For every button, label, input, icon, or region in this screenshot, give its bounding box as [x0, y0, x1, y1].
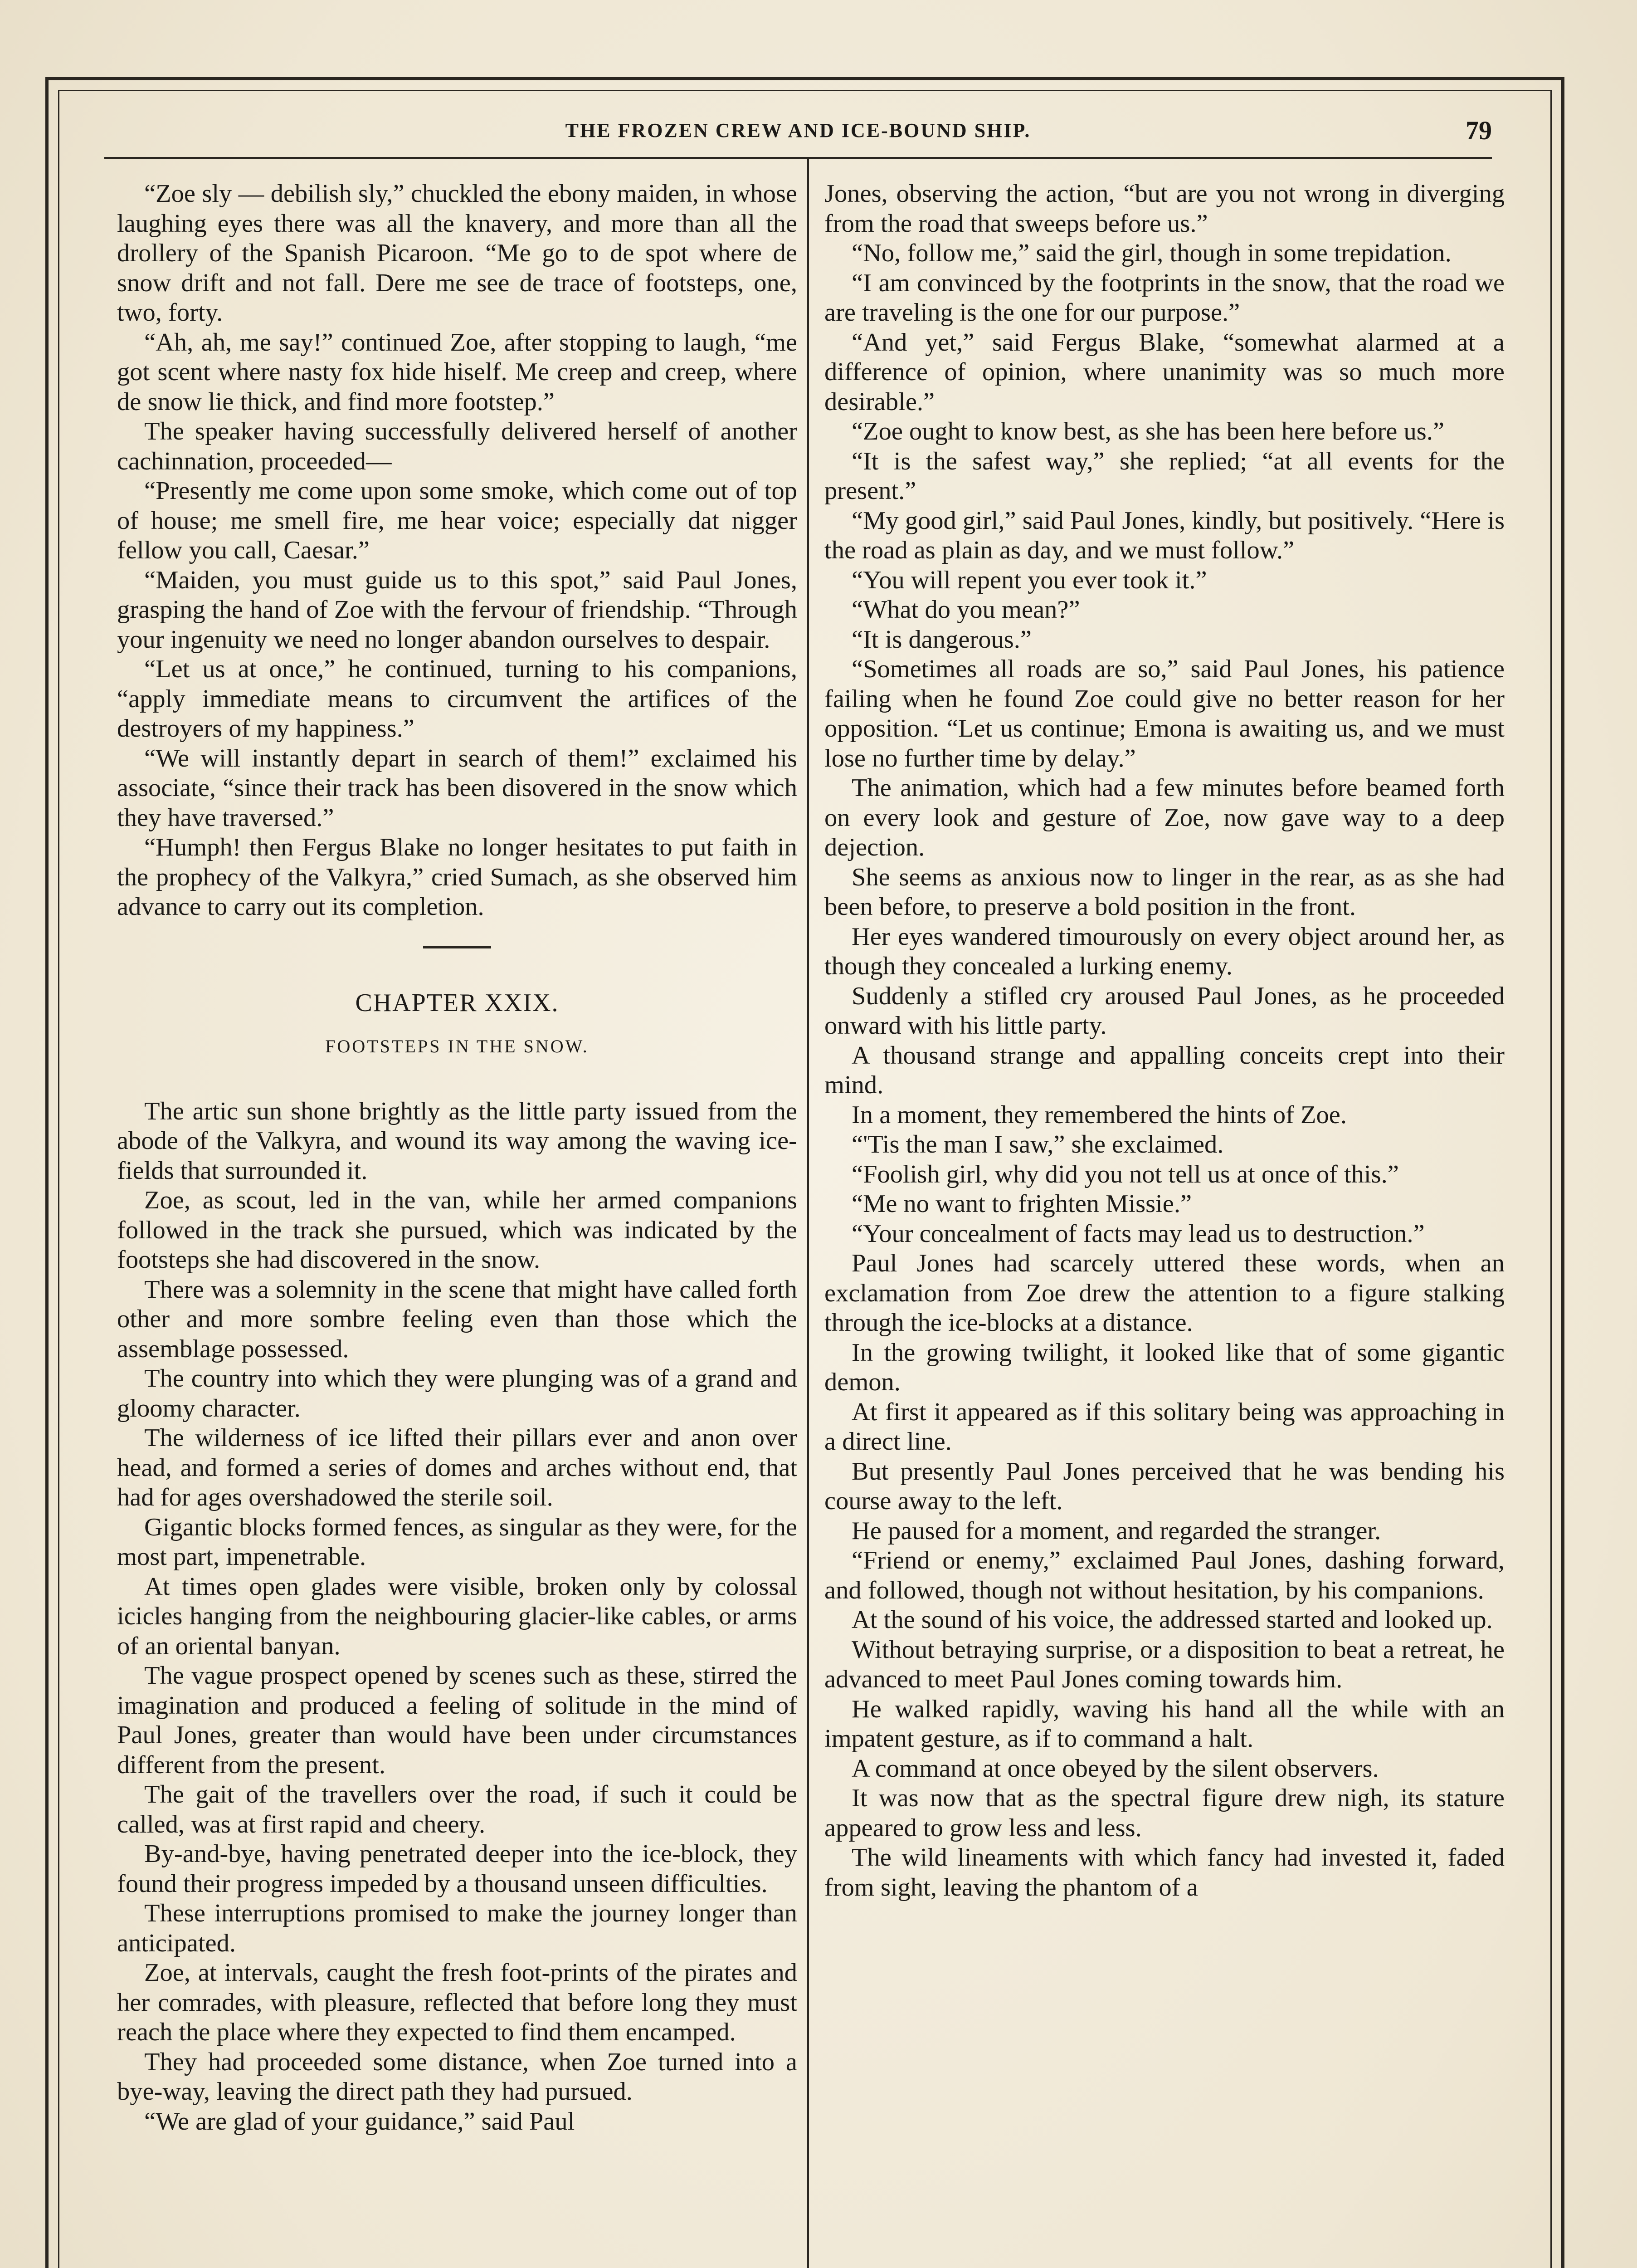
- paragraph: “And yet,” said Fergus Blake, “somewhat alarmed at a difference of opinion, where unanimity was so much more desirable.”: [824, 328, 1505, 416]
- paragraph: “Ah, ah, me say!” continued Zoe, after stopping to laugh, “me got scent where nasty fox hide hiself. Me creep and creep, where de snow lie thick, and find more footstep.”: [117, 328, 797, 416]
- paragraph: Suddenly a stifled cry aroused Paul Jones, as he proceeded onward with his little party.: [824, 982, 1505, 1040]
- paragraph: “Sometimes all roads are so,” said Paul Jones, his patience failing when he found Zoe could give no better reason for her opposition. “Let us continue; Emona is awaiting us, and we must lose no further time by delay.”: [824, 655, 1505, 772]
- paragraph: They had proceeded some distance, when Zoe turned into a bye-way, leaving the direct path they had pursued.: [117, 2048, 797, 2106]
- paragraph: “Let us at once,” he continued, turning to his companions, “apply immediate means to circumvent the artifices of the destroyers of my happiness.”: [117, 655, 797, 743]
- paragraph: In a moment, they remembered the hints of Zoe.: [852, 1100, 1347, 1129]
- paragraph: “You will repent you ever took it.”: [852, 566, 1207, 594]
- paragraph: “Friend or enemy,” exclaimed Paul Jones, dashing forward, and followed, though not without hesitation, by his companions.: [824, 1546, 1505, 1604]
- paragraph: “What do you mean?”: [852, 596, 1080, 624]
- chapter-separator-rule: [423, 946, 491, 948]
- paragraph: But presently Paul Jones perceived that he was bending his course away to the left.: [824, 1457, 1505, 1515]
- paragraph: These interruptions promised to make the journey longer than anticipated.: [117, 1899, 797, 1957]
- paragraph: There was a solemnity in the scene that might have called forth other and more sombre feeling even than those which the assemblage possessed.: [117, 1275, 797, 1363]
- paragraph: “Foolish girl, why did you not tell us at once of this.”: [852, 1160, 1399, 1188]
- paragraph: Zoe, as scout, led in the van, while her armed companions followed in the track she pursued, which was indicated by the footsteps she had discovered in the snow.: [117, 1186, 797, 1274]
- running-header: [104, 116, 1492, 155]
- paragraph: Gigantic blocks formed fences, as singular as they were, for the most part, impenetrable.: [117, 1513, 797, 1571]
- chapter-heading: CHAPTER XXIX.: [355, 988, 559, 1017]
- chapter-subheading: FOOTSTEPS IN THE SNOW.: [325, 1036, 589, 1056]
- paragraph: The country into which they were plunging was of a grand and gloomy character.: [117, 1364, 797, 1422]
- paragraph: In the growing twilight, it looked like that of some gigantic demon.: [824, 1338, 1505, 1396]
- paragraph: “We are glad of your guidance,” said Paul: [144, 2107, 575, 2136]
- left-paragraphs-before: [117, 179, 797, 922]
- paragraph: Her eyes wandered timourously on every object around her, as though they concealed a lurking enemy.: [824, 922, 1505, 980]
- left-column: [117, 179, 797, 2136]
- paragraph: Without betraying surprise, or a disposition to beat a retreat, he advanced to meet Paul Jones coming towards him.: [824, 1635, 1505, 1693]
- paragraph: A thousand strange and appalling conceits crept into their mind.: [824, 1041, 1505, 1099]
- header-rule: [104, 157, 1492, 159]
- paragraph: “Presently me come upon some smoke, which come out of top of house; me smell fire, me hear voice; especially dat nigger fellow you call, Caesar.”: [117, 477, 797, 564]
- paragraph: The speaker having successfully delivered herself of another cachinnation, proceeded—: [117, 417, 797, 475]
- paragraph: At first it appeared as if this solitary being was approaching in a direct line.: [824, 1398, 1505, 1456]
- left-paragraphs-after: [117, 1097, 797, 2137]
- paragraph: By-and-bye, having penetrated deeper into the ice-block, they found their progress impeded by a thousand unseen difficulties.: [117, 1840, 797, 1898]
- paragraph: “'Tis the man I saw,” she exclaimed.: [852, 1130, 1224, 1158]
- running-title: THE FROZEN CREW AND ICE-BOUND SHIP.: [565, 119, 1031, 142]
- paragraph: Jones, observing the action, “but are you not wrong in diverging from the road that sweeps before us.”: [824, 180, 1505, 238]
- paragraph: “Your concealment of facts may lead us to destruction.”: [852, 1219, 1425, 1248]
- paragraph: “Zoe sly — debilish sly,” chuckled the ebony maiden, in whose laughing eyes there was all the knavery, and more than all the drollery of the Spanish Picaroon. “Me go to de spot where de snow drift and not fall. Dere me see de trace of footsteps, one, two, forty.: [117, 180, 797, 327]
- paragraph: “We will instantly depart in search of them!” exclaimed his associate, “since their track has been disovered in the snow which they have traversed.”: [117, 744, 797, 832]
- paragraph: “It is the safest way,” she replied; “at all events for the present.”: [824, 447, 1505, 505]
- paragraph: He paused for a moment, and regarded the stranger.: [852, 1516, 1381, 1545]
- paragraph: Zoe, at intervals, caught the fresh foot-prints of the pirates and her comrades, with pleasure, reflected that before long they must reach the place where they expected to find them encamped.: [117, 1959, 797, 2046]
- page-number: 79: [1466, 116, 1492, 145]
- paragraph: At times open glades were visible, broken only by colossal icicles hanging from the neighbouring glacier-like cables, or arms of an oriental banyan.: [117, 1572, 797, 1660]
- paragraph: She seems as anxious now to linger in the rear, as as she had been before, to preserve a bold position in the front.: [824, 863, 1505, 921]
- paragraph: At the sound of his voice, the addressed started and looked up.: [852, 1606, 1493, 1634]
- paragraph: The wild lineaments with which fancy had invested it, faded from sight, leaving the phantom of a: [824, 1843, 1505, 1901]
- paragraph: “Maiden, you must guide us to this spot,” said Paul Jones, grasping the hand of Zoe with the fervour of friendship. “Through your ingenuity we need no longer abandon ourselves to despair.: [117, 566, 797, 654]
- paragraph: The animation, which had a few minutes before beamed forth on every look and gesture of Zoe, now gave way to a deep dejection.: [824, 774, 1505, 861]
- paragraph: A command at once obeyed by the silent observers.: [852, 1754, 1379, 1783]
- paragraph: Paul Jones had scarcely uttered these words, when an exclamation from Zoe drew the attention to a figure stalking through the ice-blocks at a distance.: [824, 1249, 1505, 1337]
- column-divider: [807, 159, 809, 2268]
- paragraph: He walked rapidly, waving his hand all the while with an impatent gesture, as if to command a halt.: [824, 1695, 1505, 1753]
- paragraph: “I am convinced by the footprints in the snow, that the road we are traveling is the one for our purpose.”: [824, 269, 1505, 327]
- paragraph: The gait of the travellers over the road, if such it could be called, was at first rapid and cheery.: [117, 1780, 797, 1838]
- right-column: [824, 179, 1505, 1902]
- paragraph: “Me no want to frighten Missie.”: [852, 1190, 1192, 1218]
- paragraph: The artic sun shone brightly as the little party issued from the abode of the Valkyra, and wound its way among the waving ice-fields that surrounded it.: [117, 1097, 797, 1185]
- paragraph: It was now that as the spectral figure drew nigh, its stature appeared to grow less and less.: [824, 1784, 1505, 1842]
- paragraph: “It is dangerous.”: [852, 625, 1032, 654]
- paragraph: “My good girl,” said Paul Jones, kindly, but positively. “Here is the road as plain as day, and we must follow.”: [824, 506, 1505, 564]
- paragraph: The wilderness of ice lifted their pillars ever and anon over head, and formed a series of domes and arches without end, that had for ages overshadowed the sterile soil.: [117, 1424, 797, 1511]
- paragraph: “Humph! then Fergus Blake no longer hesitates to put faith in the prophecy of the Valkyra,” cried Sumach, as she observed him advance to carry out its completion.: [117, 833, 797, 921]
- paragraph: The vague prospect opened by scenes such as these, stirred the imagination and produced a feeling of solitude in the mind of Paul Jones, greater than would have been under circumstances different from the present.: [117, 1662, 797, 1779]
- paragraph: “No, follow me,” said the girl, though in some trepidation.: [852, 239, 1452, 267]
- paragraph: “Zoe ought to know best, as she has been here before us.”: [852, 417, 1444, 445]
